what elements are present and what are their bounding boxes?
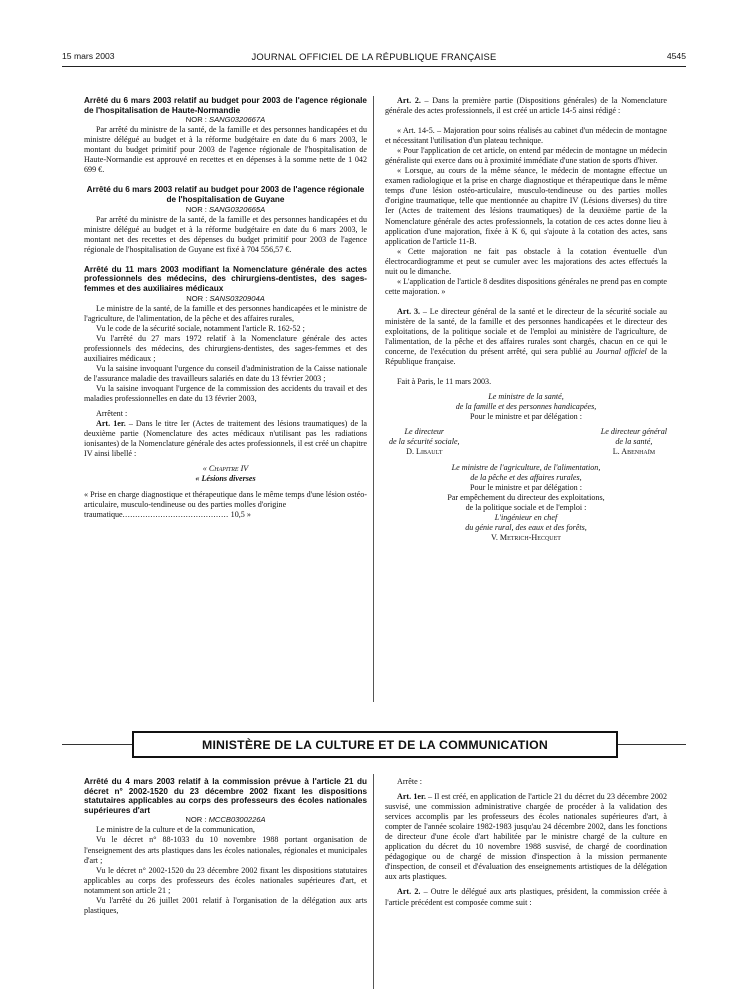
signature-ministre-sante-2: de la famille et des personnes handicapées, xyxy=(455,402,597,412)
signature-agriculture-4: Par empêchement du directeur des exploitations, xyxy=(447,492,605,502)
header-rule xyxy=(62,66,686,67)
signature-agriculture-3: Pour le ministre et par délégation : xyxy=(470,482,582,492)
vu-saisine-cnam: Vu la saisine invoquant l'urgence du conseil d'administration de la Caisse nationale de l'assurance maladie des travailleurs salariés en date du 13 février 2003 ; xyxy=(84,364,367,384)
article-1-text: – Dans le titre Ier (Actes de traitement des lésions traumatiques) de la deuxième partie (Nomenclature des actes médicaux n'utilisant pas les radiations ionisantes) de la Nomenclature générale des actes professionnels, il est créé un chapitre IV ainsi libellé : xyxy=(84,419,367,459)
article-2-label: Art. 2. xyxy=(397,96,421,105)
nor-label: NOR : xyxy=(186,293,208,303)
signature-ministre-sante-1: Le ministre de la santé, xyxy=(488,392,564,402)
column-divider-bottom xyxy=(373,774,374,989)
nor-code: SANS0320904A xyxy=(209,293,265,303)
lesions-heading: « Lésions diverses xyxy=(195,474,256,484)
signature-agriculture-7: du génie rural, des eaux et des forêts, xyxy=(465,522,587,532)
vu-arrete-1972: Vu l'arrêté du 27 mars 1972 relatif à la Nomenclature générale des actes professionnels des médecins, des chirurgiens-dentistes, des sages-femmes et des auxiliaires médicaux ; xyxy=(84,333,367,363)
fait-a-paris: Fait à Paris, le 11 mars 2003. xyxy=(397,377,492,387)
arrete-heading: Arrête : xyxy=(397,777,422,786)
journal-officiel-ref: Journal officiel xyxy=(595,347,647,357)
vu-decret-1988: Vu le décret n° 88-1033 du 10 novembre 1988 portant organisation de l'enseignement des arts plastiques dans les écoles nationales, régionales et municipales d'art ; xyxy=(84,835,367,865)
article-3-end: de la République française. xyxy=(385,347,667,367)
ministre-intro: Le ministre de la santé, de la famille et des personnes handicapées et le ministre de l'agriculture, de l'alimentation, de la pêche et des affaires rurales, xyxy=(84,303,367,323)
banner-rule-left xyxy=(62,744,132,745)
signature-agriculture-2: de la pêche et des affaires rurales, xyxy=(470,472,582,482)
article-1-culture xyxy=(385,792,667,882)
signature-title: de la sécurité sociale, xyxy=(389,437,460,447)
nor-line xyxy=(84,115,367,125)
ministry-banner xyxy=(132,731,618,758)
ministry-banner-text: MINISTÈRE DE LA CULTURE ET DE LA COMMUNICATION xyxy=(202,737,548,752)
arrete-haute-normandie-body: Par arrêté du ministre de la santé, de la famille et des personnes handicapées et du ministre délégué au budget et à la réforme budgétaire en date du 6 mars 2003, le montant du budget primitif pour 2003 de l'agence régionale de l'hospitalisation de Haute-Normandie est approuvé en recettes et en dépenses à la somme nette de 1 042 699 €. xyxy=(84,125,367,175)
article-2-culture-label: Art. 2. xyxy=(397,887,421,897)
signature-title: Le directeur général xyxy=(600,427,667,437)
article-3-text: – Le directeur général de la santé et le directeur de la sécurité sociale au ministère de la santé, de la famille et des personnes handicapées et le directeur des exploitations, de la politique sociale et de l'emploi au ministère de l'agriculture, de l'alimentation, de la pêche et des affaires rurales sont chargés, chacun en ce qui le concerne, de l'exécution du présent arrêté, qui sera publié au xyxy=(385,306,667,357)
article-1 xyxy=(84,419,367,459)
signature-agriculture-name: V. Metrich-Hecquet xyxy=(491,532,561,542)
quote-definition: « Pour l'application de cet article, on entend par médecin de montagne un médecin généraliste qui exerce dans ou à proximité immédiate d'une station de sports d'hiver. xyxy=(385,146,667,166)
chapitre-heading: « Chapitre IV xyxy=(202,464,249,474)
right-column-bottom xyxy=(385,777,667,908)
signatory-name: L. Abenhaïm xyxy=(612,447,656,457)
signature-delegation: Pour le ministre et par délégation : xyxy=(470,412,582,422)
page-number: 4545 xyxy=(666,51,686,61)
prise-en-charge-value: 10,5 » xyxy=(230,509,251,519)
signature-directeur-sante xyxy=(601,427,667,457)
signatory-name: D. Libault xyxy=(406,447,443,457)
nor-label: NOR : xyxy=(185,204,207,214)
article-2-culture xyxy=(385,887,667,907)
vu-decret-2002: Vu le décret n° 2002-1520 du 23 décembre 2002 fixant les dispositions statutaires applicables au corps des professeurs des écoles nationales supérieures d'art, et notamment son article 21 ; xyxy=(84,865,367,895)
nor-line xyxy=(84,205,367,215)
arrete-guyane-body: Par arrêté du ministre de la santé, de la famille et des personnes handicapées et du ministre délégué au budget et à la réforme budgétaire en date du 6 mars 2003, le montant net des recettes et des dépenses du budget primitif pour 2003 de l'agence régionale de l'hospitalisation de Guyane est fixé à 704 556,57 €. xyxy=(84,214,367,254)
vu-arrete-2001: Vu l'arrêté du 26 juillet 2001 relatif à l'organisation de la délégation aux arts plastiques, xyxy=(84,895,367,915)
quote-majoration: « Cette majoration ne fait pas obstacle à la cotation éventuelle d'un électrocardiogramme et peut se cumuler avec les majorations des actes effectués la nuit ou le dimanche. xyxy=(385,246,667,276)
arrete-guyane-title: Arrêté du 6 mars 2003 relatif au budget pour 2003 de l'agence régionale de l'hospitalisation de Guyane xyxy=(86,185,365,205)
prise-en-charge-line xyxy=(84,490,367,520)
vu-saisine-commission: Vu la saisine invoquant l'urgence de la commission des accidents du travail et des maladies professionnelles en date du 13 février 2003, xyxy=(84,384,367,404)
nor-line xyxy=(84,294,367,304)
quote-application: « L'application de l'article 8 desdites dispositions générales ne prend pas en compte cette majoration. » xyxy=(385,276,667,296)
quote-lorsque: « Lorsque, au cours de la même séance, le médecin de montagne effectue un examen radiologique et la prise en charge diagnostique et thérapeutique dans le même temps d'une lésion ostéo-articulaire, musculo-tendineuse ou des parties molles d'origine traumatique, telle que mentionnée au chapitre IV (Lésions diverses) du titre Ier (Actes de traitement des lésions traumatiques) de la deuxième partie de la Nomenclature générale des actes professionnels, la cotation de ces actes donne lieu à application d'une majoration, fixée à K 6, qui s'ajoute à la cotation des actes, sans application de l'article 11-B. xyxy=(385,166,667,246)
article-1-label: Art. 1er. xyxy=(96,419,126,429)
article-1-culture-text: – Il est créé, en application de l'article 21 du décret du 23 décembre 2002 susvisé, une commission administrative chargée de procéder à la validation des services accomplis par les professeurs des écoles nationales supérieures d'art, à compter de l'année scolaire 1982-1983 jusqu'au 24 décembre 2002, dans les fonctions de directeur d'une école d'art habilitée par le ministre chargé de la culture en application du décret du 10 novembre 1988 susvisé, de chargé de coordination pédagogique ou de chargé de mission d'inspection à la mission permanente d'inspection, de conseil et d'évaluation des enseignements artistiques de la délégation aux arts plastiques. xyxy=(385,792,667,882)
arrete-commission-title: Arrêté du 4 mars 2003 relatif à la commission prévue à l'article 21 du décret n° 2002-1520 du 23 décembre 2002 fixant les dispositions statutaires applicables au corps des professeurs des écoles nationales supérieures d'art xyxy=(84,777,367,815)
vu-code: Vu le code de la sécurité sociale, notamment l'article R. 162-52 ; xyxy=(96,323,305,333)
left-column-bottom xyxy=(84,777,367,916)
banner-rule-right xyxy=(618,744,686,745)
article-3-label: Art. 3. xyxy=(397,306,421,316)
signature-agriculture-5: de la politique sociale et de l'emploi : xyxy=(465,502,587,512)
nor-line xyxy=(84,815,367,825)
ministre-culture-intro: Le ministre de la culture et de la communication, xyxy=(96,825,255,835)
arrete-nomenclature-title: Arrêté du 11 mars 2003 modifiant la Nomenclature générale des actes professionnels des médecins, des chirurgiens-dentistes, des sages-femmes et des auxiliaires médicaux xyxy=(84,264,367,294)
nor-code: SANG0320665A xyxy=(209,204,266,214)
arretent: Arrêtent : xyxy=(96,409,128,419)
signature-title: Le directeur xyxy=(404,427,445,437)
article-2-text: – Dans la première partie (Dispositions générales) de la Nomenclature générale des actes professionnels, il est créé un article 14-5 ainsi rédigé : xyxy=(385,96,667,116)
nor-label: NOR : xyxy=(185,815,207,825)
signature-agriculture-1: Le ministre de l'agriculture, de l'alimentation, xyxy=(451,462,601,472)
article-1-culture-label: Art. 1er. xyxy=(397,792,426,802)
page-header xyxy=(62,51,686,65)
journal-title: JOURNAL OFFICIEL DE LA RÉPUBLIQUE FRANÇAISE xyxy=(251,51,497,62)
right-column-top xyxy=(385,96,667,543)
arrete-haute-normandie-title: Arrêté du 6 mars 2003 relatif au budget pour 2003 de l'agence régionale de l'hospitalisation de Haute-Normandie xyxy=(84,96,367,115)
column-divider-top xyxy=(373,96,374,702)
nor-code: MCCB0300226A xyxy=(208,815,266,825)
leader-dots: .......................................... xyxy=(122,509,229,519)
signature-agriculture-6: L'ingénieur en chef xyxy=(494,512,558,522)
nor-label: NOR : xyxy=(185,115,207,125)
quote-art-14-5: « Art. 14-5. – Majoration pour soins réalisés au cabinet d'un médecin de montagne et nécessitant l'utilisation d'un plateau technique. xyxy=(385,126,667,146)
article-2-culture-text: – Outre le délégué aux arts plastiques, président, la commission créée à l'article précédent est composée comme suit : xyxy=(385,887,668,907)
signatures-directeurs xyxy=(385,427,667,457)
header-date: 15 mars 2003 xyxy=(62,51,115,61)
signature-title: de la santé, xyxy=(615,437,653,447)
left-column-top xyxy=(84,96,367,520)
prise-en-charge-text: « Prise en charge diagnostique et thérapeutique dans le même temps d'une lésion ostéo-articulaire, musculo-tendineuse ou des parties molles d'origine traumatique xyxy=(84,489,367,519)
article-3 xyxy=(385,307,667,367)
nor-code: SANG0320667A xyxy=(209,115,266,125)
signature-directeur-securite-sociale xyxy=(389,427,460,457)
article-2 xyxy=(385,96,667,116)
